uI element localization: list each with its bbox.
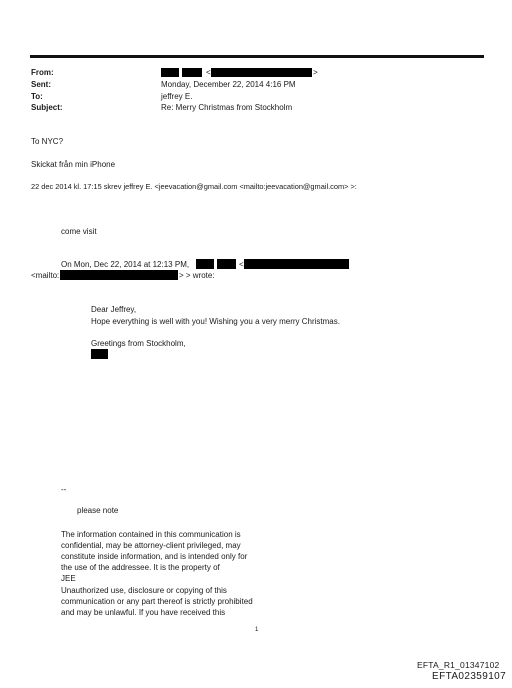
quoted-greeting: Dear Jeffrey, <box>91 305 137 314</box>
redaction-signature-name <box>91 349 108 359</box>
quote-intro: On Mon, Dec 22, 2014 at 12:13 PM, <box>61 260 190 269</box>
from-close-bracket: > <box>313 68 318 77</box>
redaction-mailto-address <box>60 270 178 280</box>
sent-label: Sent: <box>31 80 51 89</box>
redaction-sender-email <box>211 68 312 77</box>
quote-open-bracket: < <box>239 260 244 269</box>
from-open-bracket: < <box>206 68 211 77</box>
redaction-quoted-email <box>244 259 349 269</box>
sent-value: Monday, December 22, 2014 4:16 PM <box>161 80 296 89</box>
body-line-reply-header: 22 dec 2014 kl. 17:15 skrev jeffrey E. <jeevacation@gmail.com <mailto:jeevacation@gmail.com> >: <box>31 182 357 191</box>
body-line-to-nyc: To NYC? <box>31 137 64 146</box>
disclaimer-line-1: The information contained in this communication is <box>61 530 241 539</box>
disclaimer-line-6: Unauthorized use, disclosure or copying of this <box>61 586 227 595</box>
quoted-sign-off: Greetings from Stockholm, <box>91 339 186 348</box>
to-label: To: <box>31 92 43 101</box>
disclaimer-line-8: and may be unlawful. If you have received this <box>61 608 226 617</box>
header-rule <box>30 55 484 58</box>
quoted-wishes: Hope everything is well with you! Wishing you a very merry Christmas. <box>91 317 340 326</box>
disclaimer-line-3: constitute inside information, and is intended only for <box>61 552 248 561</box>
quote-wrote: > > wrote: <box>179 271 215 280</box>
signature-dashes: -- <box>61 485 67 494</box>
mailto-prefix: <mailto: <box>31 271 60 280</box>
redaction-sender-first-name <box>161 68 179 77</box>
disclaimer-line-7: communication or any part thereof is strictly prohibited <box>61 597 253 606</box>
body-line-sent-from-iphone: Skickat från min iPhone <box>31 160 116 169</box>
redaction-sender-last-name <box>182 68 202 77</box>
disclaimer-line-5: JEE <box>61 574 76 583</box>
body-come-visit: come visit <box>61 227 97 236</box>
bates-number-primary: EFTA_R1_01347102 <box>417 660 500 670</box>
subject-value: Re: Merry Christmas from Stockholm <box>161 103 293 112</box>
disclaimer-line-2: confidential, may be attorney-client privileged, may <box>61 541 241 550</box>
to-value: jeffrey E. <box>161 92 193 101</box>
bates-number-secondary: EFTA02359107 <box>432 671 507 682</box>
redaction-quoted-first-name <box>196 259 214 269</box>
disclaimer-line-4: the use of the addressee. It is the property of <box>61 563 220 572</box>
please-note: please note <box>77 506 119 515</box>
subject-label: Subject: <box>31 103 63 112</box>
redaction-quoted-last-name <box>217 259 236 269</box>
page-number: 1 <box>255 627 259 633</box>
from-label: From: <box>31 68 54 77</box>
